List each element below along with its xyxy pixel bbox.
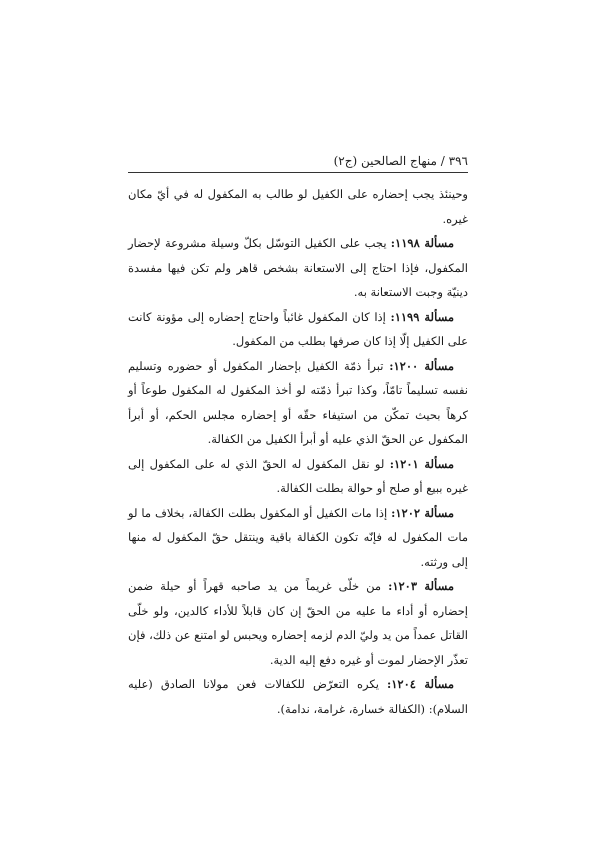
issue-label: مسألة ١٢٠٠: bbox=[389, 358, 454, 373]
issue-label: مسألة ١٢٠١: bbox=[389, 456, 454, 471]
issue-1198 bbox=[128, 231, 468, 305]
issue-text: يكره التعرّض للكفالات فعن مولانا الصادق (عليه السلام): (الكفالة خسارة، غرامة، ندامة). bbox=[128, 677, 468, 716]
page-header bbox=[128, 150, 468, 173]
issue-label: مسألة ١٢٠٤: bbox=[387, 677, 454, 691]
paragraph-text: وحينئذ يجب إحضاره على الكفيل لو طالب به المكفول له في أيّ مكان غيره. bbox=[128, 187, 468, 226]
issue-1199 bbox=[128, 305, 468, 354]
issue-label: مسألة ١٢٠٢: bbox=[391, 505, 454, 520]
running-head: ٣٩٦ / منهاج الصالحين (ج٢) bbox=[333, 154, 468, 168]
issue-1204 bbox=[128, 672, 468, 721]
issue-text: إذا كان المكفول غائباً واحتاج إحضاره إلى مؤونة كانت على الكفيل إلّا إذا كان صرفها بطلب من المكفول. bbox=[128, 309, 468, 348]
issue-text: يجب على الكفيل التوسّل بكلّ وسيلة مشروعة لإحضار المكفول، فإذا احتاج إلى الاستعانة بشخص قاهر ولم تكن فيها مفسدة دينيّة وجبت الاستعانة به. bbox=[128, 236, 468, 299]
issue-text: لو نقل المكفول له الحقّ الذي له على المكفول إلى غيره ببيع أو صلح أو حوالة بطلت الكفالة. bbox=[128, 456, 468, 495]
issue-text: تبرأ ذمّة الكفيل بإحضار المكفول أو حضوره وتسليم نفسه تسليماً تامّاً، وكذا تبرأ ذمّته لو أخذ المكفول له المكفول طوعاً أو كرهاً بحيث تمكّن من استيفاء حقّه أو إحضاره مجلس الحكم، أو أبرأ المكفول عن الحقّ الذي عليه أو أبرأ الكفيل من الكفالة. bbox=[128, 358, 468, 446]
issue-1202 bbox=[128, 501, 468, 575]
issue-1203 bbox=[128, 574, 468, 672]
issue-label: مسألة ١٢٠٣: bbox=[388, 579, 454, 593]
issue-text: من خلّى غريماً من يد صاحبه قهراً أو حيلة ضمن إحضاره أو أداء ما عليه من الحقّ إن كان قابلاً للأداء كالدين، ولو خلّى القاتل عمداً من يد وليّ الدم لزمه إحضاره ويحبس لو امتنع عن ذلك، فإن تعذّر الإحضار لموت أو غيره دفع إليه الدية. bbox=[128, 579, 468, 667]
issue-1200 bbox=[128, 354, 468, 452]
issue-label: مسألة ١١٩٨: bbox=[390, 236, 454, 250]
issue-text: إذا مات الكفيل أو المكفول بطلت الكفالة، بخلاف ما لو مات المكفول له فإنّه تكون الكفالة باقية وينتقل حقّ المكفول له منها إلى ورثته. bbox=[128, 505, 468, 569]
page-body bbox=[128, 182, 468, 721]
issue-label: مسألة ١١٩٩: bbox=[390, 309, 454, 324]
issue-1201 bbox=[128, 452, 468, 501]
paragraph-continuation bbox=[128, 182, 468, 231]
